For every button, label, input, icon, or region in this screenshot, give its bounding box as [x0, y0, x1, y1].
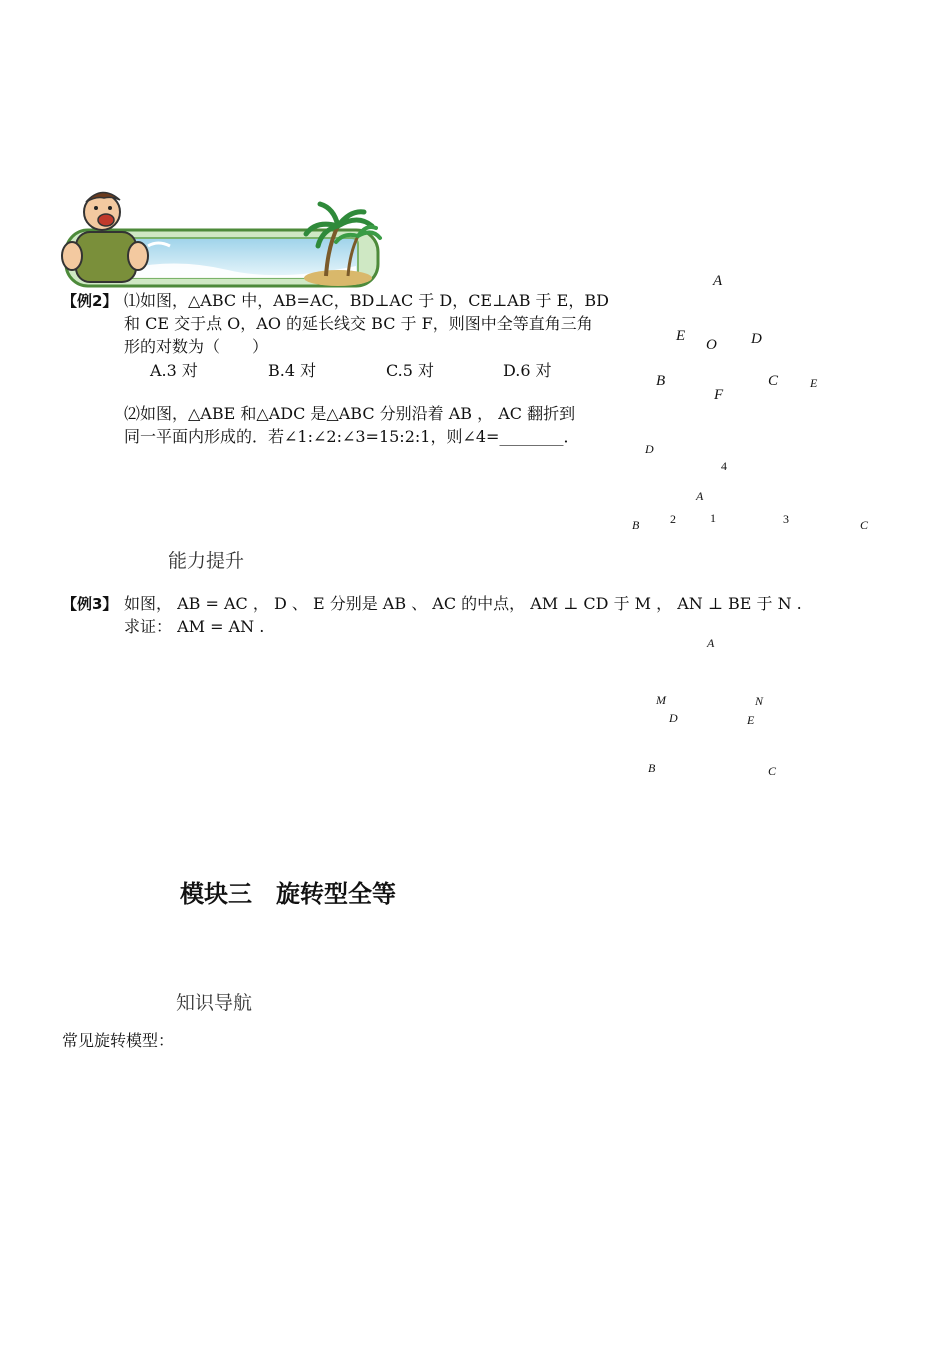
fig2-label-e: E: [810, 376, 818, 390]
option-c: C.5 对: [386, 361, 435, 380]
fig3-label-c: C: [768, 764, 777, 778]
fig3-label-m: M: [656, 693, 666, 707]
fig1-label-f: F: [714, 387, 724, 403]
fig2-label-3: 3: [783, 512, 789, 526]
option-a: A.3 对: [150, 361, 198, 380]
fig3-label-e: E: [747, 713, 755, 727]
fig1-label-c: C: [768, 373, 779, 389]
section-knowledge-heading: 知识导航: [176, 992, 253, 1014]
fig3-label-b: B: [648, 761, 656, 775]
fig2-label-c: C: [860, 518, 869, 532]
banner-illustration: [58, 186, 384, 290]
fig2-label-d: D: [645, 442, 654, 456]
example3-line1: 如图， AB = AC ， D 、 E 分别是 AB 、 AC 的中点， AM ⊥ CD 于 M ， AN ⊥ BE 于 N .: [124, 594, 802, 613]
fig2-label-2: 2: [670, 512, 676, 526]
example3-line2: 求证： AM = AN .: [124, 617, 265, 636]
fig3-label-d: D: [669, 711, 678, 725]
fig3-label-a: A: [707, 636, 715, 650]
fig1-label-b: B: [656, 373, 666, 389]
option-d: D.6 对: [503, 361, 552, 380]
fig2-label-4: 4: [721, 459, 727, 473]
fig2-label-1: 1: [710, 511, 716, 525]
rotation-intro: 常见旋转模型：: [62, 1031, 175, 1050]
example2-part2-line2: 同一平面内形成的．若∠1:∠2:∠3=15:2:1，则∠4=________．: [124, 427, 580, 446]
option-b: B.4 对: [268, 361, 317, 380]
fig1-label-e: E: [676, 328, 686, 344]
example2-part1-line3: 形的对数为（ ）: [124, 337, 269, 356]
fig2-label-b: B: [632, 518, 640, 532]
example2-tag: 【例2】: [62, 292, 118, 310]
section-ability-heading: 能力提升: [168, 550, 245, 572]
example2-part2-line1: ⑵如图，△ABE 和△ADC 是△ABC 分别沿着 AB ， AC 翻折到: [124, 404, 576, 423]
fig1-label-o: O: [706, 337, 717, 353]
fig1-label-d: D: [751, 331, 762, 347]
fig2-label-a: A: [696, 489, 704, 503]
fig1-label-a: A: [713, 273, 723, 289]
example2-part1-line1: ⑴如图，△ABC 中，AB=AC，BD⊥AC 于 D，CE⊥AB 于 E，BD: [124, 291, 609, 310]
module-title: 模块三 旋转型全等: [180, 880, 396, 908]
example2-part1-line2: 和 CE 交于点 O，AO 的延长线交 BC 于 F，则图中全等直角三角: [124, 314, 593, 333]
fig3-label-n: N: [755, 694, 764, 708]
example3-tag: 【例3】: [62, 595, 118, 613]
